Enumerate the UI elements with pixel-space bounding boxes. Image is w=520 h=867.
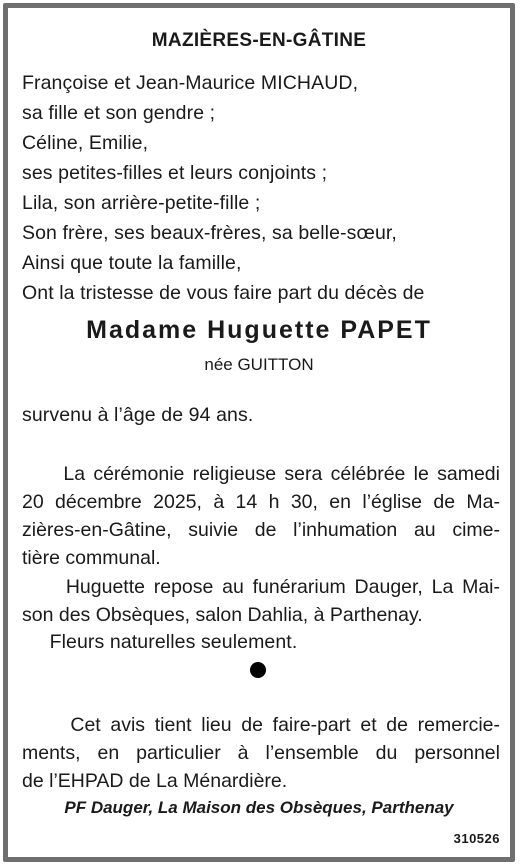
ceremony-line: tière communal. — [22, 547, 161, 569]
ceremony-line: 20 décembre 2025, à 14 h 30, en l’église de Ma- — [22, 491, 500, 513]
deceased-name: Madame Huguette PAPET — [86, 316, 432, 344]
family-line: Céline, Emilie, — [22, 132, 149, 154]
family-line: Son frère, ses beaux-frères, sa belle-sœur, — [22, 222, 397, 244]
ceremony-line: zières-en-Gâtine, suivie de l’inhumation au cime- — [22, 519, 500, 541]
funeral-home-signature: PF Dauger, La Maison des Obsèques, Parthenay — [64, 798, 454, 817]
age-line: survenu à l’âge de 94 ans. — [22, 404, 254, 426]
family-line: Ont la tristesse de vous faire part du décès de — [22, 282, 425, 304]
repose-line: son des Obsèques, salon Dahlia, à Parthenay. — [22, 604, 423, 626]
family-line: Lila, son arrière-petite-fille ; — [22, 192, 261, 214]
town-heading: MAZIÈRES-EN-GÂTINE — [151, 30, 367, 51]
repose-line: Huguette repose au funérarium Dauger, La Mai- — [22, 576, 500, 598]
thanks-line: Cet avis tient lieu de faire-part et de remercie- — [22, 714, 500, 736]
thanks-line: ments, en particulier à l’ensemble du personnel — [22, 742, 500, 764]
separator-dot — [250, 662, 266, 678]
family-line: ses petites-filles et leurs conjoints ; — [22, 162, 328, 184]
family-line: Françoise et Jean-Maurice MICHAUD, — [22, 72, 359, 94]
notice-body — [8, 8, 510, 857]
birth-name: née GUITTON — [204, 355, 314, 374]
flowers-line: Fleurs naturelles seulement. — [22, 631, 298, 653]
family-line: Ainsi que toute la famille, — [22, 252, 242, 274]
family-line: sa fille et son gendre ; — [22, 102, 216, 124]
ceremony-line: La cérémonie religieuse sera célébrée le samedi — [22, 463, 500, 485]
thanks-line: de l’EHPAD de La Ménardière. — [22, 770, 288, 792]
reference-number: 310526 — [453, 831, 500, 846]
notice-frame — [3, 3, 515, 862]
